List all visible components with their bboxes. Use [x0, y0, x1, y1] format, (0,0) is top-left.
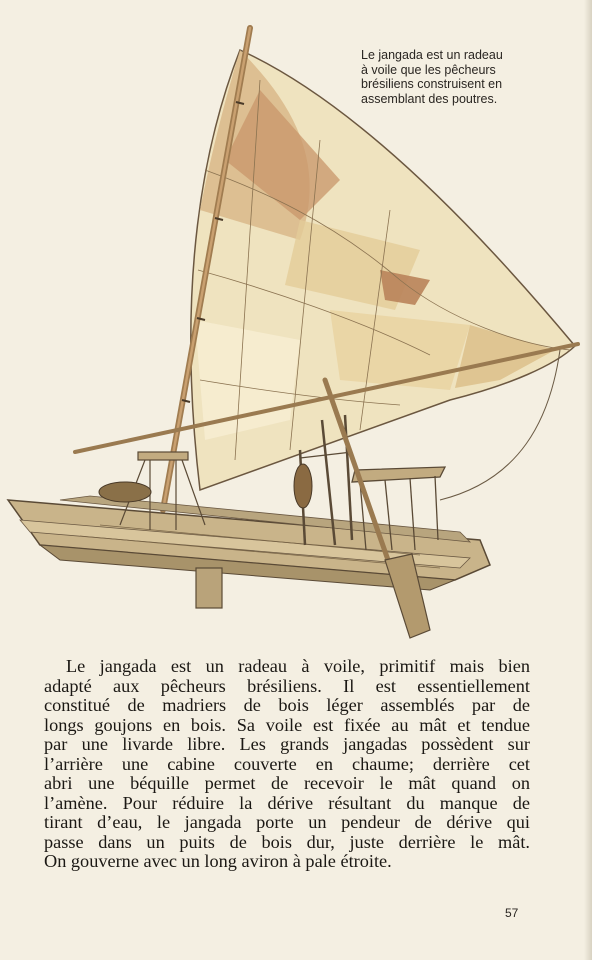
- sail: [191, 50, 575, 490]
- basket: [99, 482, 151, 502]
- body-line: constitué de madriers de bois léger assemblés par de: [44, 695, 530, 715]
- centreboard: [196, 568, 222, 608]
- hanging-gourd: [294, 464, 312, 508]
- body-line: abri une béquille permet de recevoir le mât quand on: [44, 773, 530, 793]
- body-line: passe dans un puits de bois dur, juste derrière le mât.: [44, 831, 530, 852]
- caption-line: Le jangada est un radeau: [361, 48, 503, 62]
- body-line: Le jangada est un radeau à voile, primitif mais bien: [66, 656, 530, 676]
- body-line: par une livarde libre. Les grands jangadas possèdent sur: [44, 734, 530, 754]
- body-line: l’arrière une cabine couverte en chaume; derrière cet: [44, 753, 530, 774]
- body-line: tirant d’eau, le jangada porte un pendeur de dérive qui: [44, 812, 530, 832]
- body-text: [44, 657, 530, 872]
- caption-line: brésiliens construisent en: [361, 77, 503, 91]
- jangada-illustration: [0, 20, 592, 650]
- caption-line: à voile que les pêcheurs: [361, 62, 496, 77]
- body-line: longs goujons en bois. Sa voile est fixée au mât et tendue: [44, 714, 530, 735]
- body-line: On gouverne avec un long aviron à pale étroite.: [44, 851, 392, 871]
- caption-line: assemblant des poutres.: [361, 91, 498, 106]
- body-line: adapté aux pêcheurs brésiliens. Il est essentiellement: [44, 675, 530, 696]
- body-line: l’amène. Pour réduire la dérive résultant du manque de: [44, 792, 530, 813]
- page-number: 57: [505, 906, 519, 920]
